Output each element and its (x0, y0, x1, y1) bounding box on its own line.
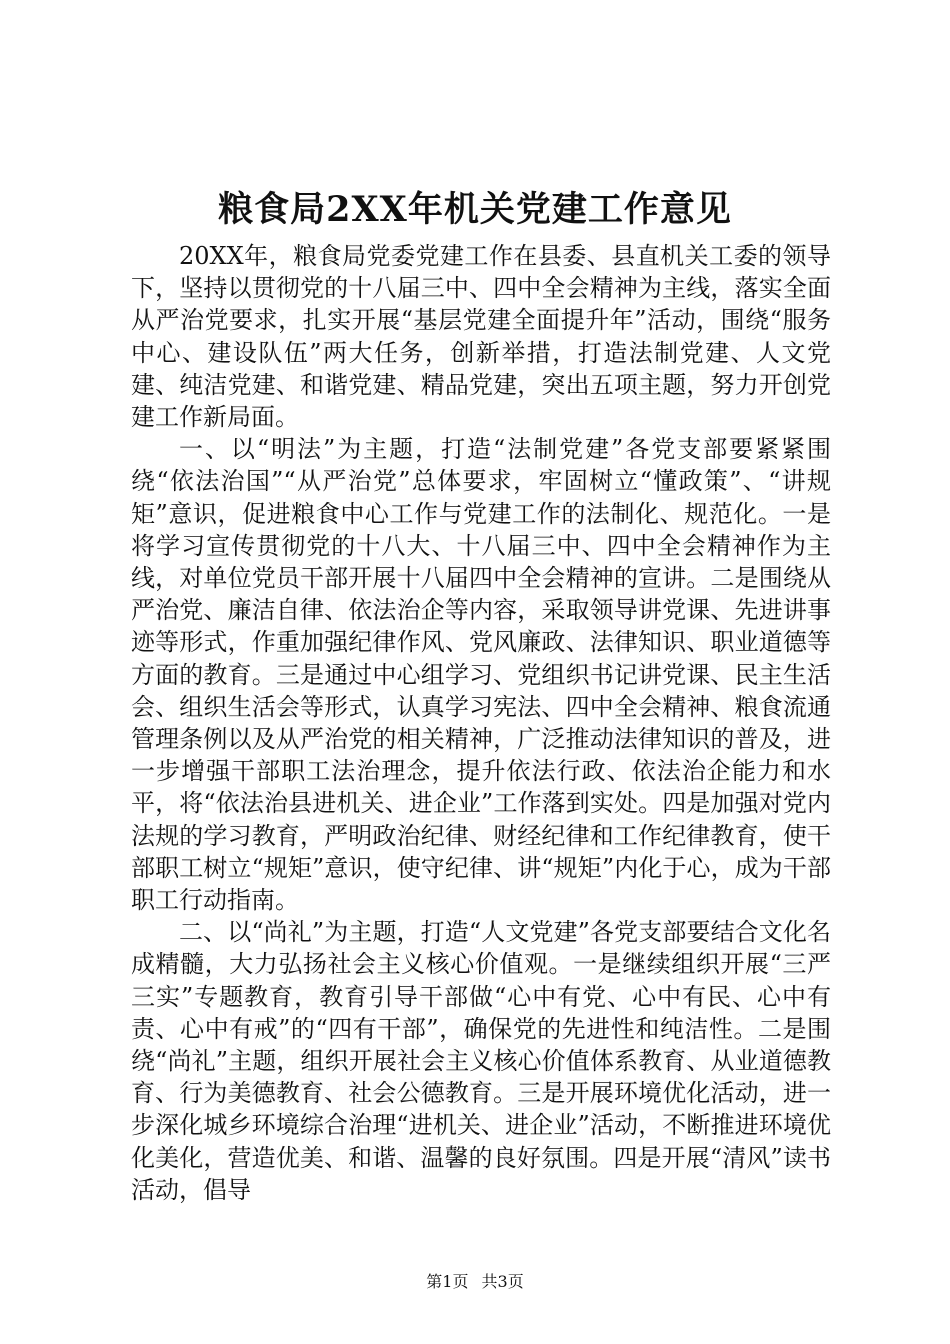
paragraph-section-two: 二、以“尚礼”为主题，打造“人文党建”各党支部要结合文化名成精髓，大力弘扬社会主义核心价值观。一是继续组织开展“三严三实”专题教育，教育引导干部做“心中有党、心中有民、心中有责、心中有戒”的“四有干部”，确保党的先进性和纯洁性。二是围绕“尚礼”主题，组织开展社会主义核心价值体系教育、从业道德教育、行为美德教育、社会公德教育。三是开展环境优化活动，进一步深化城乡环境综合治理“进机关、进企业”活动，不断推进环境优化美化，营造优美、和谐、温馨的良好氛围。四是开展“清风”读书活动，倡导 (131, 918, 831, 1204)
document-title: 粮食局2XX年机关党建工作意见 (218, 189, 732, 230)
paragraph-section-one: 一、以“明法”为主题，打造“法制党建”各党支部要紧紧围绕“依法治国”“从严治党”总体要求，牢固树立“懂政策”、“讲规矩”意识，促进粮食中心工作与党建工作的法制化、规范化。一是将学习宣传贯彻党的十八大、十八届三中、四中全会精神作为主线，对单位党员干部开展十八届四中全会精神的宣讲。二是围绕从严治党、廉洁自律、依法治企等内容，采取领导讲党课、先进讲事迹等形式，作重加强纪律作风、党风廉政、法律知识、职业道德等方面的教育。三是通过中心组学习、党组织书记讲党课、民主生活会、组织生活会等形式，认真学习宪法、四中全会精神、粮食流通管理条例以及从严治党的相关精神，广泛推动法律知识的普及，进一步增强干部职工法治理念，提升依法行政、依法治企能力和水平，将“依法治县进机关、进企业”工作落到实处。四是加强对党内法规的学习教育，严明政治纪律、财经纪律和工作纪律教育，使干部职工树立“规矩”意识，使守纪律、讲“规矩”内化于心，成为干部职工行动指南。 (131, 435, 831, 915)
total-pages: 共3页 (481, 1272, 524, 1291)
document-body (131, 240, 831, 1206)
page-footer (0, 1272, 950, 1292)
page-number: 第1页 (426, 1272, 469, 1291)
paragraph-intro: 20XX年，粮食局党委党建工作在县委、县直机关工委的领导下，坚持以贯彻党的十八届三中、四中全会精神为主线，落实全面从严治党要求，扎实开展“基层党建全面提升年”活动，围绕“服务中心、建设队伍”两大任务，创新举措，打造法制党建、人文党建、纯洁党建、和谐党建、精品党建，突出五项主题，努力开创党建工作新局面。 (131, 242, 831, 432)
